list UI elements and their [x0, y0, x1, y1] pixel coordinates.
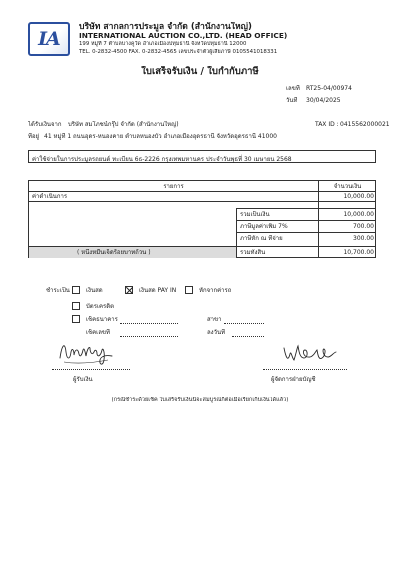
withholding-label: ภาษีหัก ณ ที่จ่าย [240, 235, 283, 242]
company-name-th: บริษัท สากลการประมูล จำกัด (สำนักงานใหญ่) [79, 22, 252, 32]
vat-label: ภาษีมูลค่าเพิ่ม 7% [240, 223, 288, 230]
footer-note: (กรณีชำระด้วยเช็ค ใบเสร็จรับเงินนี้จะสมบูรณ์ก็ต่อเมื่อเรียกเก็บเงินได้แล้ว) [111, 397, 289, 403]
receiver-signature-icon [56, 338, 120, 368]
receiver-label: ผู้รับเงิน [73, 376, 93, 383]
customer-label: ได้รับเงินจาก [28, 121, 62, 128]
company-logo [28, 22, 70, 56]
doc-no-label: เลขที่ [286, 85, 300, 92]
col-header-item: รายการ [163, 183, 184, 190]
cheque-date-line[interactable] [232, 336, 264, 337]
description-box [28, 150, 376, 163]
amount-words: ( หนึ่งหมื่นเจ็ดร้อยบาทถ้วน ) [77, 249, 151, 256]
bank-name-line[interactable] [120, 323, 178, 324]
grand-total-value: 10,700.00 [343, 249, 374, 256]
table-row-item: ค่าดำเนินการ [32, 193, 68, 200]
option-credit-card-label: บัตรเครดิต [86, 303, 115, 310]
vat-value: 700.00 [353, 223, 374, 230]
subtotal-value: 10,000.00 [343, 211, 374, 218]
branch-label: สาขา [207, 316, 222, 323]
option-deduct-label: หักจากค่ารถ [199, 287, 232, 294]
option-cash-label: เงินสด [86, 287, 103, 294]
manager-signature-icon [280, 340, 340, 368]
checkbox-credit-card[interactable] [72, 302, 80, 310]
doc-no: RT25-04/00974 [306, 85, 352, 92]
description-text: ค่าใช้จ่ายในการประมูลรถยนต์ ทะเบียน 6ธ-2226 กรุงเทพมหานคร ประจำวันพุธที่ 30 เมษายน 2568 [32, 155, 292, 163]
customer-name: บริษัท สมโภชน์กรุ๊ป จำกัด (สำนักงานใหญ่) [68, 121, 179, 128]
company-name-en: INTERNATIONAL AUCTION CO.,LTD. (HEAD OFFICE) [79, 32, 288, 40]
checkbox-cash[interactable] [72, 286, 80, 294]
option-cheque-label: เช็คธนาคาร [86, 316, 118, 323]
items-table [28, 180, 376, 258]
customer-address-label: ที่อยู่ [28, 133, 40, 140]
doc-date: 30/04/2025 [306, 97, 341, 104]
branch-line[interactable] [224, 323, 264, 324]
col-header-amount: จำนวนเงิน [333, 183, 362, 190]
manager-label: ผู้จัดการฝ่ายบัญชี [271, 376, 316, 383]
checkbox-cash-pay-in[interactable] [125, 286, 133, 294]
doc-date-label: วันที่ [286, 97, 298, 104]
checkbox-deduct[interactable] [185, 286, 193, 294]
company-address: 199 หมู่ที่ 7 ตำบลบางคูวัด อำเภอเมืองปทุมธานี จังหวัดปทุมธานี 12000 [79, 41, 247, 47]
cheque-date-label: ลงวันที่ [207, 329, 226, 336]
logo-text: IA [38, 28, 60, 50]
amount-words-cell [29, 247, 236, 258]
subtotal-label: รวมเป็นเงิน [240, 211, 270, 218]
document-title: ใบเสร็จรับเงิน / ใบกำกับภาษี [141, 66, 259, 77]
checkbox-cheque[interactable] [72, 315, 80, 323]
customer-address: 41 หมู่ที่ 1 ถนนอุดร-หนองคาย ตำบลหนองบัว อำเภอเมืองอุดรธานี จังหวัดอุดรธานี 41000 [44, 133, 277, 140]
grand-total-label: รวมทั้งสิ้น [240, 249, 266, 256]
payment-label: ชำระเป็น [46, 287, 70, 294]
cheque-no-line[interactable] [120, 336, 178, 337]
receiver-signature-line [52, 369, 130, 370]
withholding-value: 300.00 [353, 235, 374, 242]
table-row-amount: 10,000.00 [343, 193, 374, 200]
cheque-no-label: เช็คเลขที่ [86, 329, 110, 336]
manager-signature-line [263, 369, 347, 370]
option-pay-in-label: เงินสด PAY IN [139, 287, 177, 294]
tax-id: 0415562000021 [340, 121, 390, 128]
tax-id-label: TAX ID : [315, 121, 339, 128]
company-contact: TEL. 0-2832-4500 FAX. 0-2832-4565 เลขประจำตัวผู้เสียภาษี 0105541018331 [79, 49, 278, 55]
